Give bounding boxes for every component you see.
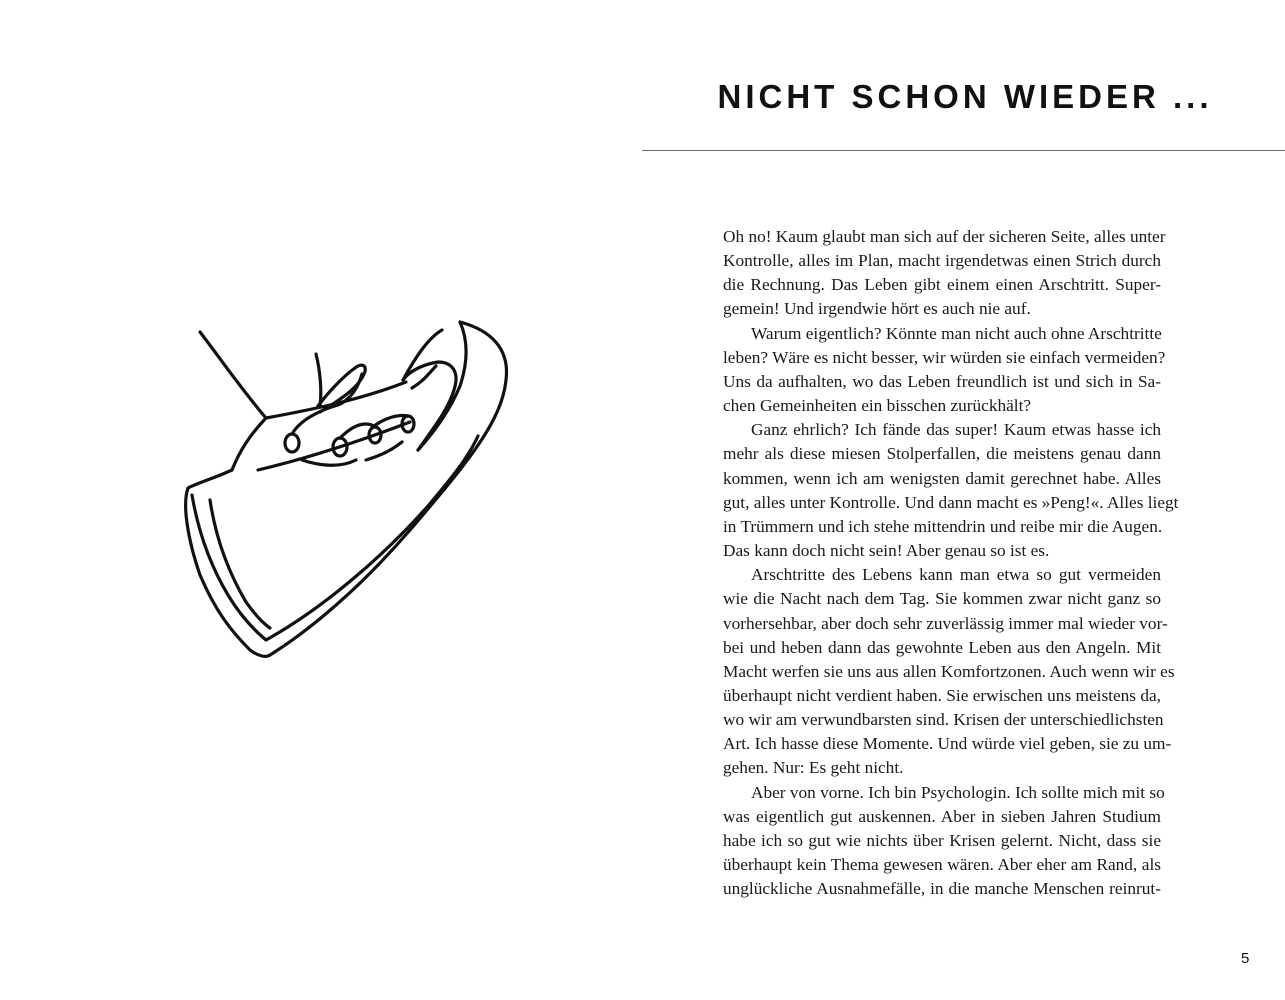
body-text bbox=[723, 225, 1179, 901]
chapter-title: NICHT SCHON WIEDER ... bbox=[717, 78, 1213, 115]
text-line: wo wir am verwundbarsten sind. Krisen der unterschiedlichsten bbox=[723, 710, 1164, 730]
text-line: gemein! Und irgendwie hört es auch nie auf. bbox=[723, 299, 1031, 319]
text-line: Oh no! Kaum glaubt man sich auf der sicheren Seite, alles unter bbox=[723, 227, 1166, 246]
text-line: chen Gemeinheiten ein bisschen zurückhält? bbox=[723, 396, 1032, 416]
text-line: die Rechnung. Das Leben gibt einem einen Arschtritt. Super- bbox=[723, 275, 1161, 295]
text-line: kommen, wenn ich am wenigsten damit gerechnet habe. Alles bbox=[723, 468, 1161, 488]
text-line: bei und heben dann das gewohnte Leben aus den Angeln. Mit bbox=[723, 637, 1161, 657]
title-divider bbox=[642, 150, 1285, 151]
text-line: Warum eigentlich? Könnte man nicht auch ohne Arschtritte bbox=[751, 323, 1162, 343]
text-line: Macht werfen sie uns aus allen Komfortzonen. Auch wenn wir es bbox=[723, 661, 1175, 681]
page-number: 5 bbox=[1241, 950, 1250, 967]
sneaker-icon bbox=[170, 310, 530, 680]
text-line: überhaupt kein Thema gewesen wären. Aber eher am Rand, als bbox=[723, 855, 1161, 875]
text-line: in Trümmern und ich stehe mittendrin und reibe mir die Augen. bbox=[723, 516, 1163, 536]
text-line: habe ich so gut wie nichts über Krisen gelernt. Nicht, dass sie bbox=[723, 830, 1161, 850]
text-line: Aber von vorne. Ich bin Psychologin. Ich sollte mich mit so bbox=[751, 782, 1165, 802]
text-line: mehr als diese miesen Stolperfallen, die meistens genau dann bbox=[723, 444, 1161, 464]
text-line: Uns da aufhalten, wo das Leben freundlich ist und sich in Sa- bbox=[723, 371, 1161, 391]
text-line: Ganz ehrlich? Ich fände das super! Kaum etwas hasse ich bbox=[751, 420, 1161, 440]
text-line: gehen. Nur: Es geht nicht. bbox=[723, 758, 904, 778]
text-line: gut, alles unter Kontrolle. Und dann macht es »Peng!«. Alles liegt bbox=[723, 492, 1179, 512]
text-line: unglückliche Ausnahmefälle, in die manche Menschen reinrut- bbox=[723, 879, 1161, 899]
text-line: Art. Ich hasse diese Momente. Und würde viel geben, sie zu um- bbox=[723, 734, 1172, 754]
text-line: Das kann doch nicht sein! Aber genau so ist es. bbox=[723, 541, 1050, 561]
text-line: überhaupt nicht verdient haben. Sie erwischen uns meistens da, bbox=[723, 685, 1161, 705]
text-line: leben? Wäre es nicht besser, wir würden sie einfach vermeiden? bbox=[723, 347, 1166, 367]
text-line: Arschtritte des Lebens kann man etwa so gut vermeiden bbox=[751, 565, 1161, 585]
text-line: vorhersehbar, aber doch sehr zuverlässig immer mal wieder vor- bbox=[723, 613, 1168, 633]
text-line: was eigentlich gut auskennen. Aber in sieben Jahren Studium bbox=[723, 806, 1161, 826]
text-line: wie die Nacht nach dem Tag. Sie kommen zwar nicht ganz so bbox=[723, 589, 1161, 609]
text-line: Kontrolle, alles im Plan, macht irgendetwas einen Strich durch bbox=[723, 251, 1161, 271]
